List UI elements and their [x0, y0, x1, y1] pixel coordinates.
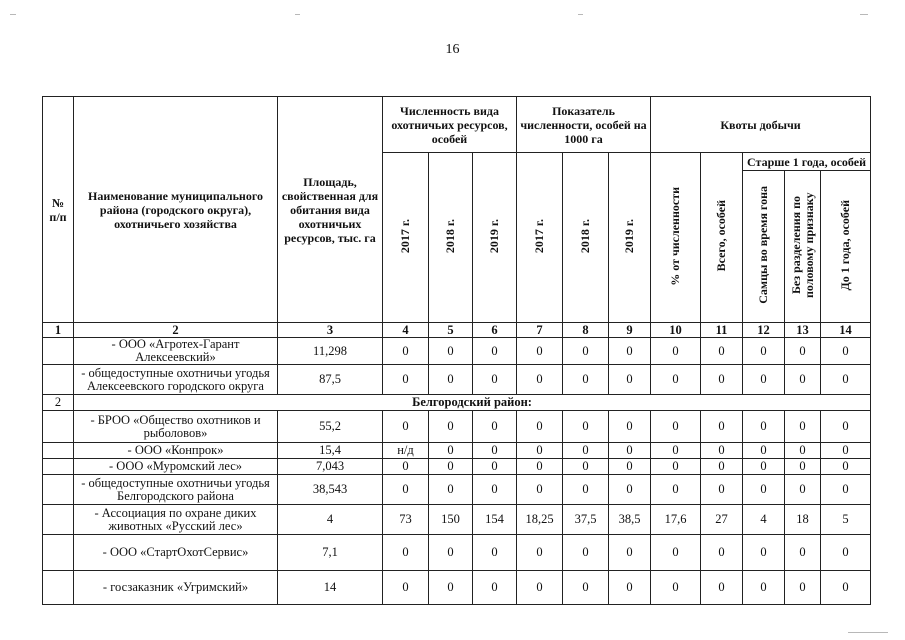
value-cell: 17,6 [651, 505, 701, 535]
value-cell: 0 [609, 475, 651, 505]
value-cell: 0 [563, 443, 609, 459]
value-cell: 0 [701, 411, 743, 443]
value-cell: 0 [701, 475, 743, 505]
hunting-ground-name: - Ассоциация по охране диких животных «Русский лес» [74, 505, 278, 535]
value-cell: 0 [821, 535, 871, 571]
hunting-ground-name: - БРОО «Общество охотников и рыболовов» [74, 411, 278, 443]
value-cell: 0 [517, 459, 563, 475]
value-cell: 0 [383, 411, 429, 443]
value-cell: 0 [609, 443, 651, 459]
value-cell: н/д [383, 443, 429, 459]
hunting-ground-name: - ООО «Конпрок» [74, 443, 278, 459]
quota-table [42, 96, 871, 605]
scan-artifact [860, 14, 868, 15]
value-cell: 0 [383, 365, 429, 395]
value-cell: 0 [651, 571, 701, 605]
row-number [43, 365, 74, 395]
column-number: 13 [785, 323, 821, 338]
column-number: 5 [429, 323, 473, 338]
table-row [43, 475, 871, 505]
column-number: 10 [651, 323, 701, 338]
row-number: 2 [43, 395, 74, 411]
value-cell: 0 [651, 338, 701, 365]
table-row [43, 571, 871, 605]
hunting-ground-name: - ООО «СтартОхотСервис» [74, 535, 278, 571]
scan-artifact [848, 632, 888, 633]
value-cell: 0 [651, 443, 701, 459]
value-cell: 0 [785, 411, 821, 443]
value-cell: 27 [701, 505, 743, 535]
hunting-ground-name: - общедоступные охотничьи угодья Алексеевского городского округа [74, 365, 278, 395]
scan-artifact [578, 14, 583, 15]
value-cell: 0 [473, 338, 517, 365]
value-cell: 0 [785, 443, 821, 459]
value-cell: 0 [701, 365, 743, 395]
column-number-row [43, 323, 871, 338]
value-cell: 0 [821, 571, 871, 605]
page-number: 16 [445, 42, 460, 57]
value-cell: 0 [651, 475, 701, 505]
table-row [43, 338, 871, 365]
column-number: 14 [821, 323, 871, 338]
area-cell: 38,543 [278, 475, 383, 505]
row-number [43, 535, 74, 571]
value-cell: 0 [517, 535, 563, 571]
value-cell: 0 [609, 571, 651, 605]
value-cell: 0 [821, 338, 871, 365]
value-cell: 0 [743, 365, 785, 395]
header-quota-total: Всего, особей [701, 153, 743, 323]
area-cell: 55,2 [278, 411, 383, 443]
row-number [43, 443, 74, 459]
scan-artifact [10, 14, 16, 15]
hunting-ground-name: - ООО «Муромский лес» [74, 459, 278, 475]
value-cell: 0 [383, 338, 429, 365]
column-number: 12 [743, 323, 785, 338]
value-cell: 0 [743, 459, 785, 475]
value-cell: 0 [651, 365, 701, 395]
value-cell: 0 [473, 459, 517, 475]
value-cell: 0 [743, 411, 785, 443]
value-cell: 0 [701, 338, 743, 365]
column-number: 11 [701, 323, 743, 338]
value-cell: 0 [651, 459, 701, 475]
value-cell: 0 [701, 459, 743, 475]
value-cell: 38,5 [609, 505, 651, 535]
value-cell: 73 [383, 505, 429, 535]
value-cell: 4 [743, 505, 785, 535]
value-cell: 0 [429, 571, 473, 605]
value-cell: 0 [429, 475, 473, 505]
column-number: 2 [74, 323, 278, 338]
column-number: 4 [383, 323, 429, 338]
value-cell: 0 [473, 443, 517, 459]
column-number: 6 [473, 323, 517, 338]
header-no-sex-split: Без разделения по половому признаку [785, 171, 821, 323]
value-cell: 0 [429, 443, 473, 459]
value-cell: 0 [563, 411, 609, 443]
value-cell: 0 [821, 365, 871, 395]
value-cell: 0 [473, 475, 517, 505]
value-cell: 0 [473, 571, 517, 605]
value-cell: 0 [785, 338, 821, 365]
value-cell: 0 [785, 475, 821, 505]
value-cell: 0 [785, 365, 821, 395]
value-cell: 0 [563, 365, 609, 395]
value-cell: 0 [785, 571, 821, 605]
value-cell: 0 [517, 475, 563, 505]
value-cell: 5 [821, 505, 871, 535]
header-pop-2018: 2018 г. [429, 153, 473, 323]
area-cell: 14 [278, 571, 383, 605]
value-cell: 0 [821, 443, 871, 459]
area-cell: 7,1 [278, 535, 383, 571]
value-cell: 0 [563, 571, 609, 605]
value-cell: 0 [429, 535, 473, 571]
header-population-group: Численность вида охотничьих ресурсов, особей [383, 97, 517, 153]
area-cell: 11,298 [278, 338, 383, 365]
value-cell: 0 [563, 338, 609, 365]
value-cell: 0 [429, 411, 473, 443]
value-cell: 0 [701, 443, 743, 459]
hunting-ground-name: - госзаказник «Угримский» [74, 571, 278, 605]
row-number [43, 571, 74, 605]
hunting-ground-name: - ООО «Агротех-Гарант Алексеевский» [74, 338, 278, 365]
value-cell: 0 [785, 535, 821, 571]
table-row [43, 443, 871, 459]
value-cell: 0 [701, 571, 743, 605]
column-number: 8 [563, 323, 609, 338]
value-cell: 0 [609, 535, 651, 571]
header-den-2017: 2017 г. [517, 153, 563, 323]
column-number: 1 [43, 323, 74, 338]
value-cell: 150 [429, 505, 473, 535]
value-cell: 0 [473, 365, 517, 395]
header-name: Наименование муниципального района (городского округа), охотничьего хозяйства [74, 97, 278, 323]
value-cell: 0 [383, 459, 429, 475]
header-quota-group: Квоты добычи [651, 97, 871, 153]
value-cell: 0 [517, 365, 563, 395]
header-area: Площадь, свойственная для обитания вида охотничьих ресурсов, тыс. га [278, 97, 383, 323]
hunting-ground-name: - общедоступные охотничьи угодья Белгородского района [74, 475, 278, 505]
value-cell: 0 [383, 475, 429, 505]
table-row [43, 535, 871, 571]
value-cell: 0 [609, 411, 651, 443]
value-cell: 0 [383, 571, 429, 605]
value-cell: 0 [743, 535, 785, 571]
header-under-one: До 1 года, особей [821, 171, 871, 323]
value-cell: 0 [743, 443, 785, 459]
column-number: 9 [609, 323, 651, 338]
value-cell: 0 [429, 365, 473, 395]
value-cell: 0 [651, 535, 701, 571]
header-pop-2019: 2019 г. [473, 153, 517, 323]
value-cell: 0 [821, 475, 871, 505]
row-number [43, 505, 74, 535]
value-cell: 0 [517, 338, 563, 365]
value-cell: 0 [785, 459, 821, 475]
value-cell: 0 [517, 571, 563, 605]
value-cell: 0 [473, 535, 517, 571]
value-cell: 18,25 [517, 505, 563, 535]
column-number: 3 [278, 323, 383, 338]
row-number [43, 459, 74, 475]
table-body [43, 338, 871, 605]
column-number: 7 [517, 323, 563, 338]
header-older-group: Старше 1 года, особей [743, 153, 871, 171]
table-row [43, 411, 871, 443]
value-cell: 154 [473, 505, 517, 535]
value-cell: 0 [743, 338, 785, 365]
quota-table-wrapper [42, 96, 871, 605]
row-number [43, 411, 74, 443]
value-cell: 0 [383, 535, 429, 571]
header-num: № п/п [43, 97, 74, 323]
value-cell: 0 [609, 365, 651, 395]
value-cell: 0 [701, 535, 743, 571]
section-name: Белгородский район: [74, 395, 871, 411]
value-cell: 0 [563, 459, 609, 475]
row-number [43, 338, 74, 365]
area-cell: 4 [278, 505, 383, 535]
value-cell: 0 [609, 338, 651, 365]
value-cell: 37,5 [563, 505, 609, 535]
section-row [43, 395, 871, 411]
area-cell: 7,043 [278, 459, 383, 475]
header-den-2019: 2019 г. [609, 153, 651, 323]
value-cell: 0 [429, 459, 473, 475]
area-cell: 15,4 [278, 443, 383, 459]
value-cell: 0 [743, 571, 785, 605]
header-males-rut: Самцы во время гона [743, 171, 785, 323]
value-cell: 0 [563, 535, 609, 571]
value-cell: 0 [473, 411, 517, 443]
header-quota-percent: % от численности [651, 153, 701, 323]
table-row [43, 365, 871, 395]
value-cell: 0 [429, 338, 473, 365]
scan-artifact [295, 14, 300, 15]
value-cell: 0 [517, 443, 563, 459]
value-cell: 0 [821, 411, 871, 443]
area-cell: 87,5 [278, 365, 383, 395]
row-number [43, 475, 74, 505]
header-density-group: Показатель численности, особей на 1000 га [517, 97, 651, 153]
value-cell: 0 [563, 475, 609, 505]
value-cell: 0 [743, 475, 785, 505]
value-cell: 0 [517, 411, 563, 443]
header-den-2018: 2018 г. [563, 153, 609, 323]
value-cell: 0 [609, 459, 651, 475]
value-cell: 0 [821, 459, 871, 475]
table-row [43, 505, 871, 535]
header-pop-2017: 2017 г. [383, 153, 429, 323]
value-cell: 18 [785, 505, 821, 535]
value-cell: 0 [651, 411, 701, 443]
table-row [43, 459, 871, 475]
